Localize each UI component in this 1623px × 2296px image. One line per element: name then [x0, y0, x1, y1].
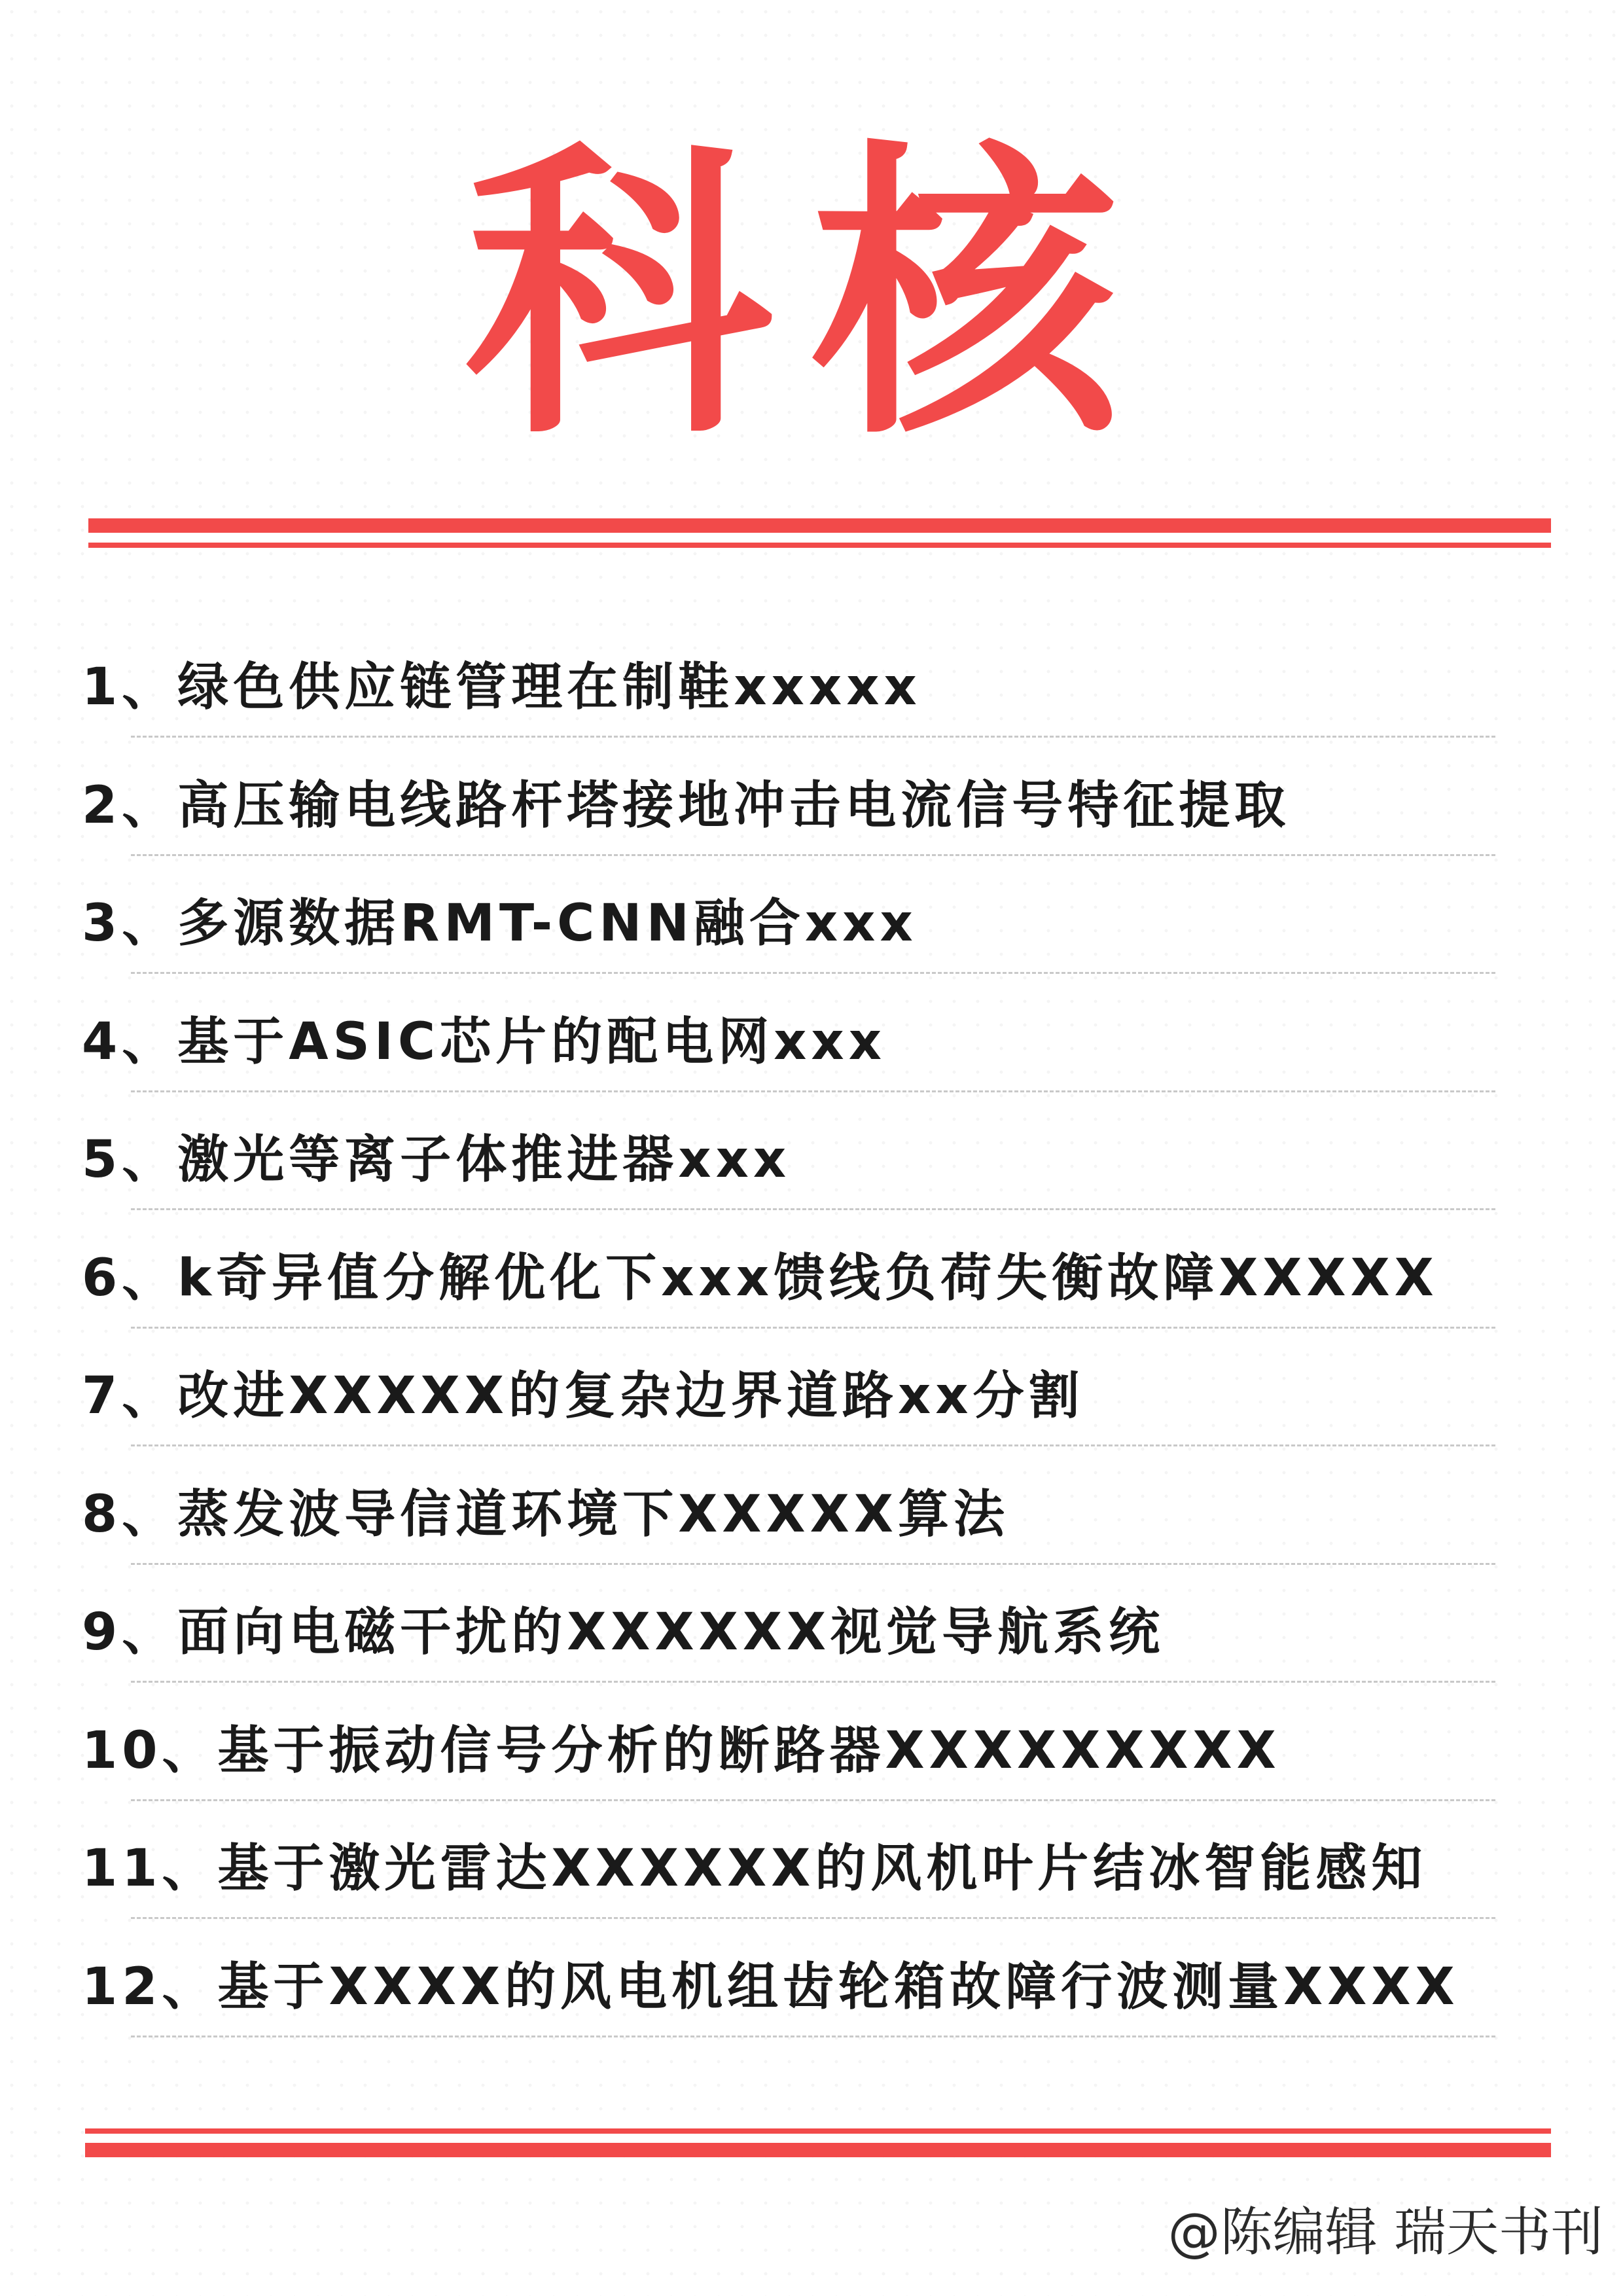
list-item [0, 1232, 1623, 1351]
dashed-divider [131, 1444, 1495, 1446]
list-item-text: 5、激光等离子体推进器xxx [82, 1130, 791, 1189]
dashed-divider [131, 1563, 1495, 1565]
list-item-text: 9、面向电磁干扰的XXXXXX视觉导航系统 [82, 1603, 1165, 1662]
dashed-divider [131, 1681, 1495, 1683]
list-item-text: 11、基于激光雷达XXXXXX的风机叶片结冰智能感知 [82, 1839, 1427, 1898]
dashed-divider [131, 972, 1495, 974]
list-item [0, 1469, 1623, 1587]
dashed-divider [131, 1208, 1495, 1210]
list-item-text: 1、绿色供应链管理在制鞋xxxxx [82, 658, 921, 717]
list-item [0, 878, 1623, 996]
list-item-text: 7、改进XXXXX的复杂边界道路xx分割 [82, 1367, 1084, 1426]
dashed-divider [131, 1799, 1495, 1801]
list-item-text: 2、高压输电线路杆塔接地冲击电流信号特征提取 [82, 776, 1291, 835]
top-divider-thin [88, 543, 1551, 548]
list-item [0, 1705, 1623, 1823]
list-item [0, 1941, 1623, 2060]
dashed-divider [131, 1090, 1495, 1092]
dashed-divider [131, 854, 1495, 856]
list-item [0, 1587, 1623, 1705]
topic-list [0, 641, 1623, 2059]
top-divider-thick [88, 518, 1551, 533]
author-credit: @陈编辑 瑞天书刊 [1168, 2202, 1603, 2263]
dashed-divider [131, 1327, 1495, 1329]
list-item-text: 6、k奇异值分解优化下xxx馈线负荷失衡故障XXXXX [82, 1248, 1438, 1308]
bottom-divider-thick [85, 2143, 1551, 2157]
list-item-text: 8、蒸发波导信道环境下XXXXX算法 [82, 1484, 1009, 1544]
dashed-divider [131, 736, 1495, 738]
list-item [0, 1350, 1623, 1469]
dashed-divider [131, 2036, 1495, 2037]
page-title: 科核 [465, 114, 1158, 475]
list-item [0, 1823, 1623, 1941]
list-item [0, 641, 1623, 760]
dashed-divider [131, 1917, 1495, 1919]
list-item-text: 10、基于振动信号分析的断路器XXXXXXXXX [82, 1721, 1281, 1780]
list-item-text: 4、基于ASIC芯片的配电网xxx [82, 1012, 887, 1071]
bottom-divider-thin [85, 2128, 1551, 2134]
list-item [0, 760, 1623, 878]
list-item-text: 3、多源数据RMT-CNN融合xxx [82, 894, 918, 953]
list-item [0, 1114, 1623, 1232]
list-item-text: 12、基于XXXX的风电机组齿轮箱故障行波测量XXXX [82, 1957, 1459, 2017]
list-item [0, 996, 1623, 1115]
